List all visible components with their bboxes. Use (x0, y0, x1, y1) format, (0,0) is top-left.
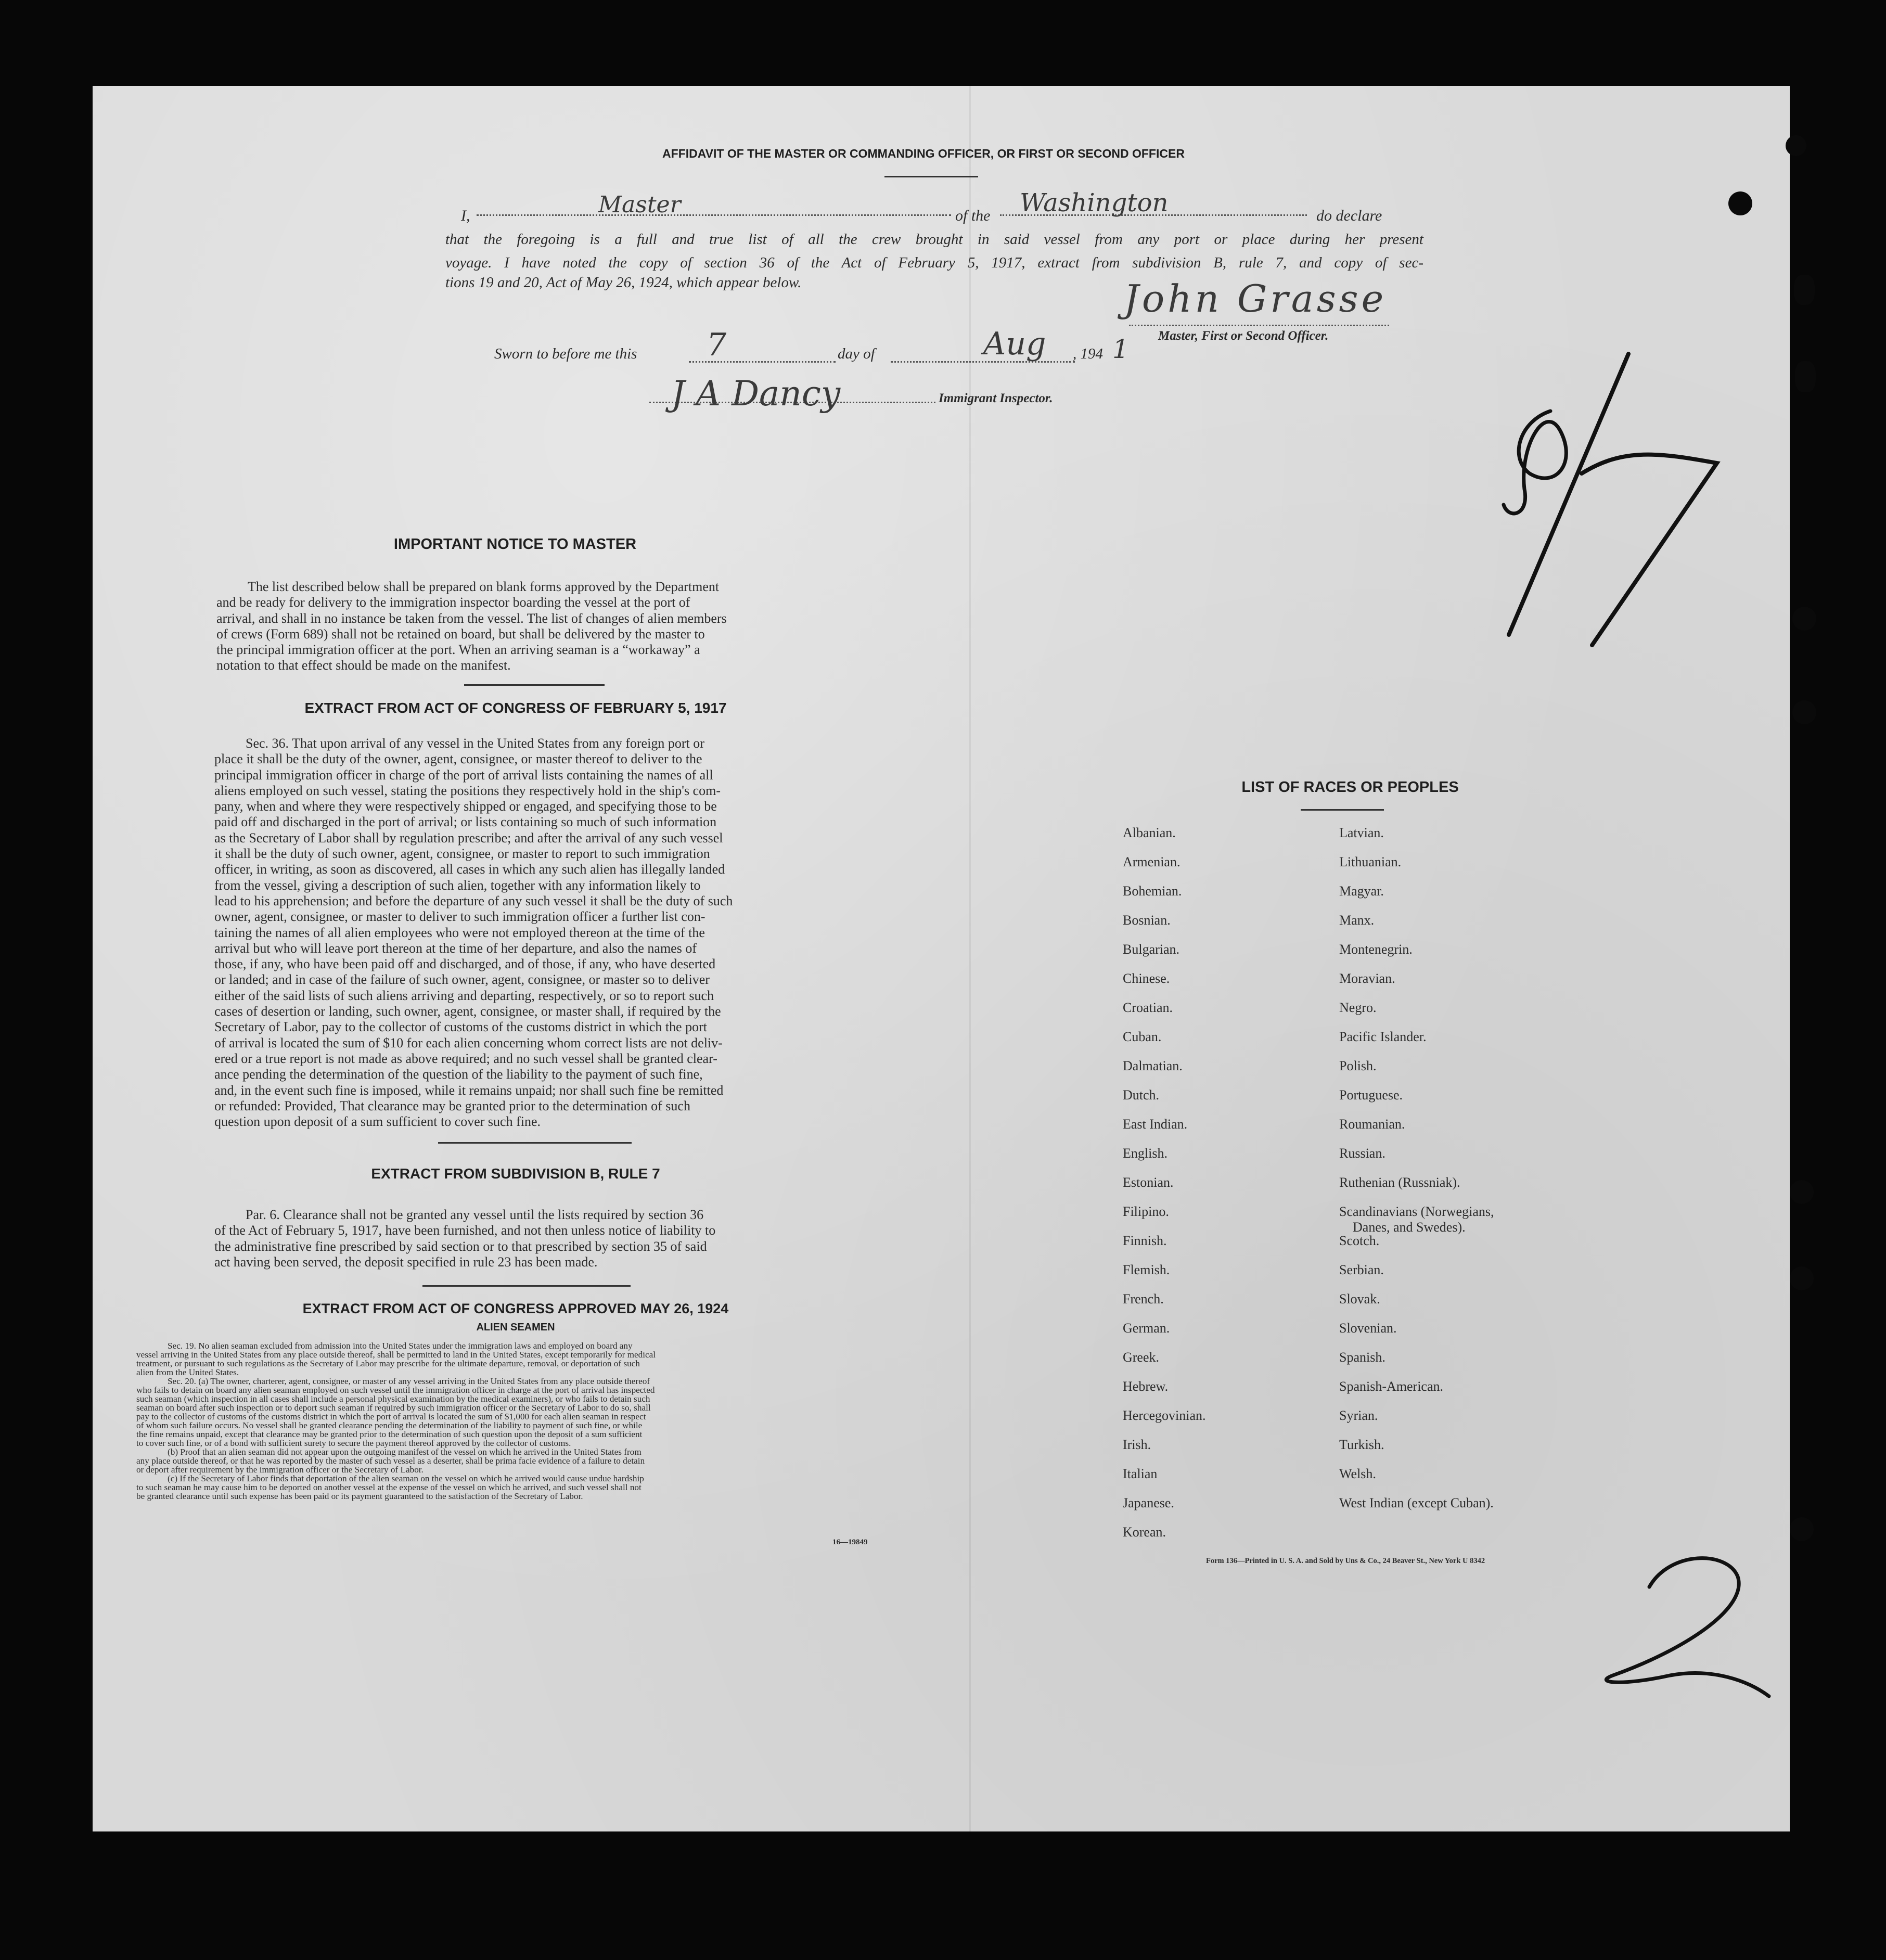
race-item-right: Spanish-American. (1339, 1379, 1444, 1394)
section-20-line: Sec. 20. (a) The owner, charterer, agent, consignee, or master of any vessel arriving in the United States from any place outside thereof (168, 1376, 650, 1386)
section-36-line: aliens employed on such vessel, stating the positions they respectively hold in the ship's com- (214, 783, 721, 798)
notice-line: and be ready for delivery to the immigration inspector boarding the vessel at the port of (216, 595, 690, 610)
extract-1917-body (214, 736, 804, 1130)
section-20-line: of whom such failure occurs. No vessel shall be granted clearance pending the determination of the liability to payment of such fine, or while (136, 1420, 643, 1430)
race-item-right: Danes, and Swedes). (1353, 1220, 1466, 1235)
section-19-line: alien from the United States. (136, 1367, 239, 1377)
race-item-left: English. (1123, 1146, 1167, 1161)
notice-body (216, 579, 804, 674)
race-item-right: Latvian. (1339, 825, 1384, 840)
section-20-line: to such seaman he may cause him to be deported on another vessel at the expense of the vessel on which he arrived, and such vessel shall not (136, 1482, 642, 1492)
race-item-right: Ruthenian (Russniak). (1339, 1175, 1460, 1190)
race-item-left: Dalmatian. (1123, 1058, 1183, 1073)
race-item-right: Slovenian. (1339, 1321, 1397, 1336)
race-item-right: Turkish. (1339, 1437, 1384, 1452)
punch-hole (1790, 1180, 1814, 1204)
divider (464, 684, 605, 686)
section-36-line: pany, when and where they were respectively shipped or engaged, and specifying those to be (214, 799, 717, 814)
section-36-line: lead to his apprehension; and before the departure of any such vessel it shall be the duty of such (214, 893, 733, 908)
race-item-right: Negro. (1339, 1000, 1377, 1015)
section-19-line: treatment, or pursuant to such regulations as the Secretary of Labor may prescribe for the ultimate departure, removal, or deportation of such (136, 1359, 640, 1368)
rule-7-line: Par. 6. Clearance shall not be granted any vessel until the lists required by section 36 (246, 1207, 704, 1222)
notice-line: arrival, and shall in no instance be taken from the vessel. The list of changes of alien members (216, 610, 727, 626)
race-item-left: East Indian. (1123, 1117, 1188, 1132)
punch-hole (1792, 700, 1816, 724)
punch-hole (1790, 1266, 1814, 1290)
signature-line (1129, 325, 1389, 326)
section-36-line: either of the said lists of such aliens arriving and departing, respectively, or so to report such (214, 988, 714, 1003)
race-item-right: Moravian. (1339, 971, 1395, 986)
race-item-left: Filipino. (1123, 1204, 1169, 1219)
race-item-right: Slovak. (1339, 1291, 1380, 1306)
rule-7-line: the administrative fine prescribed by said section or to that prescribed by section 35 of said (214, 1238, 707, 1254)
affidavit-i-label: I, (461, 207, 470, 224)
section-20-line: (c) If the Secretary of Labor finds that deportation of the alien seaman on the vessel on which he arrived would cause undue hardship (168, 1474, 644, 1483)
section-36-line: as the Secretary of Labor shall by regulation prescribe; and after the arrival of any such vessel (214, 830, 723, 846)
race-item-right: Russian. (1339, 1146, 1385, 1161)
affidavit-line: voyage. I have noted the copy of section 36 of the Act of February 5, 1917, extract from subdivision B, rule 7, and copy of sec- (445, 254, 1423, 271)
notice-line: The list described below shall be prepared on blank forms approved by the Department (248, 579, 720, 594)
rule-7-title: EXTRACT FROM SUBDIVISION B, RULE 7 (371, 1165, 660, 1182)
race-item-left: Albanian. (1123, 825, 1176, 840)
punch-hole (1795, 361, 1816, 392)
section-36-line: it shall be the duty of such owner, agent, consignee, or master to report to such immigration (214, 846, 710, 862)
fraction-annotation (1488, 343, 1727, 656)
race-item-right: Polish. (1339, 1058, 1377, 1073)
race-item-left: French. (1123, 1291, 1164, 1306)
race-item-right: Portuguese. (1339, 1087, 1403, 1103)
section-20-line: any place outside thereof, or that he was reported by the master of such vessel as a deserter, shall be prima facie evidence of a failure to detain (136, 1456, 645, 1466)
section-36-line: or landed; and in case of the failure of such owner, agent, consignee, or master so to deliver (214, 972, 710, 988)
punch-hole (1792, 607, 1816, 631)
rule-7-line: of the Act of February 5, 1917, have been furnished, and not then unless notice of liability to (214, 1223, 716, 1238)
notice-title: IMPORTANT NOTICE TO MASTER (393, 536, 637, 553)
notice-line: of crews (Form 689) shall not be retained on board, but shall be delivered by the master to (216, 626, 705, 642)
section-36-line: officer, in writing, as soon as discovered, all cases in which any such alien has illegally landed (214, 862, 725, 877)
notice-line: notation to that effect should be made on the manifest. (216, 658, 511, 673)
race-item-right: Welsh. (1339, 1466, 1376, 1481)
form-footer: Form 136—Printed in U. S. A. and Sold by Uns & Co., 24 Beaver St., New York U 8342 (1206, 1557, 1485, 1565)
section-19-line: vessel arriving in the United States from any place outside thereof, shall be permitted to land in the United States, except temporarily for medical (136, 1350, 656, 1360)
race-item-left: Bosnian. (1123, 913, 1171, 928)
section-20-line: be granted clearance until such expense has been paid or its payment guaranteed to the satisfaction of the Secretary of Labor. (136, 1491, 583, 1501)
section-20-line: pay to the collector of customs of the customs district in which the port of arrival is located the sum of $1,000 for each alien seaman in respect (136, 1412, 646, 1421)
signature-caption: Master, First or Second Officer. (1158, 329, 1329, 343)
section-36-line: taining the names of all alien employees who were not employed thereon at the time of the (214, 925, 705, 940)
year-label: , 194 (1073, 345, 1103, 362)
race-item-right: Syrian. (1339, 1408, 1378, 1423)
race-item-left: Estonian. (1123, 1175, 1174, 1190)
punch-hole (1786, 135, 1806, 156)
form-number: 16—19849 (832, 1538, 868, 1546)
race-item-left: Hercegovinian. (1123, 1408, 1206, 1423)
extract-1917-title: EXTRACT FROM ACT OF CONGRESS OF FEBRUARY 5, 1917 (304, 700, 727, 716)
race-item-left: Armenian. (1123, 854, 1181, 869)
month-blank-line (891, 361, 1075, 363)
sworn-month: Aug (983, 326, 1046, 362)
affidavit-line: that the foregoing is a full and true list of all the crew brought in said vessel from any port or place during her present (445, 231, 1423, 248)
race-item-left: Dutch. (1123, 1087, 1160, 1103)
master-signature: John Grasse (1124, 277, 1387, 321)
section-36-line: of arrival is located the sum of $10 for each alien concerning whom correct lists are not deliv- (214, 1035, 723, 1051)
divider (422, 1285, 631, 1287)
section-19-line: Sec. 19. No alien seaman excluded from admission into the United States under the immigration laws and employed on board any (168, 1341, 633, 1351)
section-36-line: paid off and discharged in the port of arrival; or lists containing so much of such information (214, 814, 717, 830)
section-36-line: Sec. 36. That upon arrival of any vessel in the United States from any foreign port or (246, 736, 704, 751)
divider (884, 176, 978, 177)
rule-7-line: act having been served, the deposit specified in rule 23 has been made. (214, 1254, 598, 1270)
punch-hole (1794, 275, 1815, 305)
race-item-left: Japanese. (1123, 1495, 1174, 1510)
rule-7-body (214, 1207, 804, 1270)
inspector-signature: J A Dancy (671, 374, 841, 414)
races-title: LIST OF RACES OR PEOPLES (1241, 779, 1459, 796)
section-36-line: those, if any, who have been paid off and discharged, and of those, if any, who have deserted (214, 956, 716, 972)
race-item-right: Lithuanian. (1339, 854, 1402, 869)
section-20-line: such seaman (which inspection in all cases shall include a personal physical examination by the medical examiners), or who fails to detain such (136, 1394, 650, 1404)
race-item-right: West Indian (except Cuban). (1339, 1495, 1494, 1510)
race-item-left: Bohemian. (1123, 883, 1182, 899)
section-20-line: who fails to detain on board any alien seaman employed on such vessel until the immigration officer in charge at the port of arrival has inspected (136, 1385, 655, 1395)
page-number-annotation (1592, 1545, 1779, 1712)
race-item-left: German. (1123, 1321, 1170, 1336)
section-20-line: to cover such fine, or of a bond with sufficient surety to secure the payment thereof approved by the collector of customs. (136, 1438, 571, 1448)
of-the-label: of the (955, 207, 991, 224)
sworn-day: 7 (707, 327, 727, 363)
section-36-line: cases of desertion or landing, such owner, agent, consignee, or master shall, if required by the (214, 1004, 721, 1019)
punch-hole (1728, 191, 1752, 215)
affidavit-line: tions 19 and 20, Act of May 26, 1924, which appear below. (445, 274, 802, 291)
race-item-right: Scotch. (1339, 1233, 1380, 1248)
section-36-line: place it shall be the duty of the owner, agent, consignee, or master thereof to deliver to the (214, 751, 702, 767)
extract-1924-body (136, 1341, 881, 1501)
section-20-line: (b) Proof that an alien seaman did not appear upon the outgoing manifest of the vessel on which he arrived in the United States from (168, 1447, 642, 1457)
race-item-right: Pacific Islander. (1339, 1029, 1427, 1044)
page-fold-line (969, 86, 971, 1831)
vessel-handwritten: Washington (1020, 188, 1169, 217)
race-item-right: Roumanian. (1339, 1117, 1405, 1132)
section-36-line: Secretary of Labor, pay to the collector of customs of the customs district in which the port (214, 1019, 707, 1035)
affidavit-title: AFFIDAVIT OF THE MASTER OR COMMANDING OFFICER, OR FIRST OR SECOND OFFICER (662, 147, 1185, 160)
day-of-label: day of (838, 345, 875, 362)
race-item-left: Cuban. (1123, 1029, 1162, 1044)
section-36-line: ance pending the determination of the question of the liability to the payment of such fine, (214, 1067, 703, 1082)
extract-1924-title: EXTRACT FROM ACT OF CONGRESS APPROVED MAY 26, 1924 (302, 1301, 729, 1316)
race-item-right: Spanish. (1339, 1350, 1385, 1365)
rank-blank-line (477, 214, 951, 216)
race-item-right: Serbian. (1339, 1262, 1384, 1277)
race-item-left: Korean. (1123, 1525, 1166, 1540)
race-item-right: Montenegrin. (1339, 942, 1413, 957)
rank-handwritten: Master (598, 191, 681, 218)
race-item-left: Greek. (1123, 1350, 1160, 1365)
section-20-line: seaman on board after such inspection or to deport such seaman if required by such immigration officer or the Secretary of Labor to do so, shall (136, 1403, 651, 1413)
sworn-label: Sworn to before me this (494, 345, 637, 362)
divider (438, 1142, 632, 1144)
race-item-left: Bulgarian. (1123, 942, 1180, 957)
section-36-line: or refunded: Provided, That clearance may be granted prior to the determination of such (214, 1098, 690, 1113)
section-36-line: question upon deposit of a sum sufficient to cover such fine. (214, 1114, 541, 1130)
race-item-left: Flemish. (1123, 1262, 1170, 1277)
race-item-right: Scandinavians (Norwegians, (1339, 1204, 1494, 1219)
race-item-left: Chinese. (1123, 971, 1170, 986)
race-item-left: Hebrew. (1123, 1379, 1169, 1394)
punch-hole (1790, 1517, 1814, 1541)
section-36-line: and, in the event such fine is imposed, while it remains unpaid; nor shall such fine be remitted (214, 1082, 724, 1098)
section-36-line: owner, agent, consignee, or master to deliver to such immigration officer a further list con- (214, 909, 705, 925)
section-36-line: ered or a true report is not made as above required; and no such vessel shall be granted clear- (214, 1051, 717, 1066)
section-20-line: the fine remains unpaid, except that clearance may be granted prior to the determination of such question upon the deposit of a sum sufficient (136, 1429, 643, 1439)
race-item-left: Italian (1123, 1466, 1158, 1481)
notice-line: the principal immigration officer at the port. When an arriving seaman is a “workaway” a (216, 642, 700, 658)
race-item-left: Finnish. (1123, 1233, 1167, 1248)
race-item-right: Manx. (1339, 913, 1375, 928)
section-36-line: from the vessel, giving a description of such alien, together with any information likely to (214, 877, 701, 893)
divider (1301, 809, 1384, 811)
do-declare-label: do declare (1316, 207, 1382, 224)
section-36-line: arrival but who will leave port thereon at the time of her departure, and also the names of (214, 940, 697, 956)
section-36-line: principal immigration officer in charge of the port of arrival lists containing the names of all (214, 767, 713, 783)
year-handwritten: 1 (1112, 334, 1129, 364)
section-20-line: or deport after requirement by the immigration officer or the Secretary of Labor. (136, 1465, 424, 1475)
race-item-left: Irish. (1123, 1437, 1151, 1452)
race-item-left: Croatian. (1123, 1000, 1173, 1015)
inspector-caption: Immigrant Inspector. (939, 391, 1053, 405)
race-item-right: Magyar. (1339, 883, 1384, 899)
alien-seamen-subtitle: ALIEN SEAMEN (476, 1322, 555, 1333)
